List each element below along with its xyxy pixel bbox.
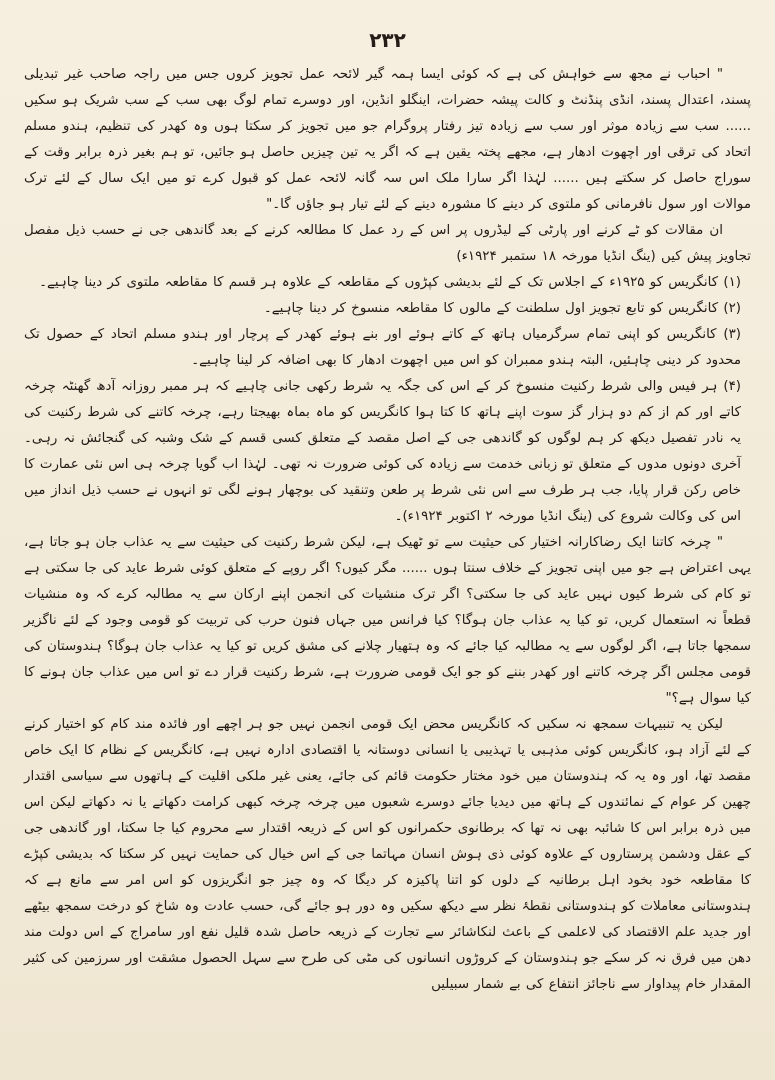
proposal-item-3: (۳) کانگریس کو اپنی تمام سرگرمیاں ہاتھ کے کاتے ہوئے اور بنے ہوئے کھدر کے پرچار اور ہندو مسلم اتحاد کے حصول تک محدود کر دینی چاہئیں، البتہ ہندو ممبران کو اس میں اچھوت ادھار کا بھی اضافہ کر لینا چاہیے۔ [24, 327, 741, 368]
page-body [24, 62, 751, 998]
paragraph-proposals-intro: ان مقالات کو ٹے کرنے اور پارٹی کے لیڈروں پر اس کے رد عمل کا مطالعہ کرنے کے بعد گاندھی جی نے حسب ذیل مفصل تجاویز پیش کیں (ینگ انڈیا مورخہ ۱۸ ستمبر ۱۹۲۴ء) [24, 223, 751, 264]
proposal-item-2: (۲) کانگریس کو تابع تجویز اول سلطنت کے مالوں کا مقاطعہ منسوخ کر دینا چاہیے۔ [263, 301, 741, 316]
proposal-item-1: (۱) کانگریس کو ۱۹۲۵ء کے اجلاس تک کے لئے بدیشی کپڑوں کے مقاطعہ کے علاوہ ہر قسم کا مقاطعہ ملتوی کر دینا چاہیے۔ [39, 275, 741, 290]
paragraph-analysis: لیکن یہ تنبیہات سمجھ نہ سکیں کہ کانگریس محض ایک قومی انجمن نہیں جو ہر اچھے اور فائدہ مند کام کو اختیار کرنے کے لئے آزاد ہو، کانگریس کوئی مذہبی یا تہذیبی یا انسانی دوستانہ یا اقتصادی ادارہ نہیں ہے، کانگریس کے نظام کا ایک خاص مقصد تھا، اور وہ یہ کہ ہندوستان میں خود مختار حکومت قائم کی جائے، یعنی غیر ملکی اقلیت کے ہاتھوں سے سیاسی اقتدار چھین کر عوام کے نمائندوں کے ہاتھ میں دیدیا جائے دوسرے شعبوں میں چرخہ چرخہ کبھی کرامت دکھاتے یا نہ دکھاتے لیکن اس میں ذرہ برابر اس کا شائبہ بھی نہ تھا کہ برطانوی حکمرانوں کو اس کے ذریعہ اقتدار سے محروم کیا جا سکتا، اور گاندھی جی کے عقل ودشمن پرستاروں کے علاوہ کوئی ذی ہوش انسان مہاتما جی کے اس خیال کی حمایت نہیں کر سکتا کہ بدیشی کپڑے کا مقاطعہ خود بخود اہل برطانیہ کے دلوں کو اتنا پاکیزہ کر دیگا کہ وہ چیز جو انگریزوں کو اس امر سے مانع ہے کہ ہندوستانی معاملات کو ہندوستانی نقطۂ نظر سے دیکھ سکیں وہ دور ہو جائے گی، حسب عادت وہ شاخ کو درخت سمجھ بیٹھے اور جدید علم الاقتصاد کی لاعلمی کے باعث لنکاشائر سے تجارت کے ذریعہ حاصل شدہ قلیل نفع اور سامراج کے اس دولت مند دھن میں فرق نہ کر سکے جو ہندوستان کے کروڑوں انسانوں کی مٹی کی طرح سے سہل الحصول مشقت اور سرزمین کی کثیر المقدار خام پیداوار سے ناجائز انتفاع کی بے شمار سبیلیں [24, 717, 751, 992]
proposal-item-4: (۴) ہر فیس والی شرط رکنیت منسوخ کر کے اس کی جگہ یہ شرط رکھی جانی چاہیے کہ ہر ممبر روزانہ آدھ گھنٹہ چرخہ کاتے اور کم از کم دو ہزار گز سوت اپنے ہاتھ کا کتا ہوا کانگریس کو ماہ بماہ بھیجتا رہے، چرخہ کاتنے کی شرط رکنیت کی یہ نادر تفصیل دیکھ کر ہم لوگوں کو گاندھی جی کے اصل مقصد کے متعلق کسی قسم کے شک وشبہ کی گنجائش نہ رہی۔ آخری دونوں مدوں کے متعلق تو زبانی خدمت سے زیادہ کی کوئی ضرورت نہ تھی۔ لہٰذا اب گویا چرخہ ہی اس نئی عمارت کا خاص رکن قرار پایا، جب ہر طرف سے اس نئی شرط پر طعن وتنقید کی بوچھار ہونے لگی تو انہوں نے حسب ذیل انداز میں اس کی وکالت شروع کی (ینگ انڈیا مورخہ ۲ اکتوبر ۱۹۲۴ء)۔ [24, 379, 741, 524]
paragraph-charkha-quote: " چرخہ کاتنا ایک رضاکارانہ اختیار کی حیثیت سے تو ٹھیک ہے، لیکن شرط رکنیت کی حیثیت سے یہ عذاب جان ہو جاتا ہے، یہی اعتراض ہے جو میں اپنی تجویز کے خلاف سنتا ہوں ...... مگر کیوں؟ اگر روپے کے متعلق کوئی شرط عاید کی جا سکتی ہے تو کام کی شرط کیوں نہیں عاید کی جا سکتی؟ اگر ترک منشیات کی انجمن اپنے ارکان سے یہ مطالبہ کرے کہ وہ منشیات قطعاً نہ استعمال کریں، تو کیا یہ عذاب جان ہوگا؟ کیا فرانس میں جہاں فنون حرب کی تربیت کو قومی وجود کے لئے ناگزیر سمجھا جاتا ہے، اگر لوگوں سے یہ مطالبہ کیا جائے کہ وہ ہتھیار چلانے کی مشق کریں تو کیا یہ عذاب جان ہوگا؟ ہندوستان کی قومی مجلس اگر چرخہ کاتنے اور کھدر بننے کو جو ایک قومی ضرورت ہے، شرط رکنیت قرار دے تو اس میں عذاب جان ہونے کا کیا سوال ہے؟" [24, 535, 751, 706]
page-number: ۲۳۲ [369, 28, 406, 52]
paragraph-quote-gandhi: " احباب نے مجھ سے خواہش کی ہے کہ کوئی ایسا ہمہ گیر لائحہ عمل تجویز کروں جس میں راجہ صاحب غیر تبدیلی پسند، اعتدال پسند، انڈی پنڈنٹ و کالت پیشہ حضرات، اینگلو انڈین، اور دوسرے تمام لوگ بھی سب کے سب شریک ہو سکیں ...... سب سے زیادہ موثر اور سب سے زیادہ تیز رفتار پروگرام جو میں تجویز کر سکتا ہوں وہ کھدر کی تنظیم، ہندو مسلم اتحاد کی ترقی اور اچھوت ادھار ہے، مجھے پختہ یقین ہے کہ اگر یہ تین چیزیں حاصل ہو جائیں، تو ہم بغیر ذرہ برابر وقت کے سوراج حاصل کر سکتے ہیں ...... لہٰذا اگر سارا ملک اس سہ گانہ لائحہ عمل کو قبول کرے تو میں ایک سال کے لئے ترک موالات اور سول نافرمانی کو ملتوی کر دینے کا مشورہ دینے کے لئے تیار ہو جاؤں گا۔" [24, 67, 751, 212]
